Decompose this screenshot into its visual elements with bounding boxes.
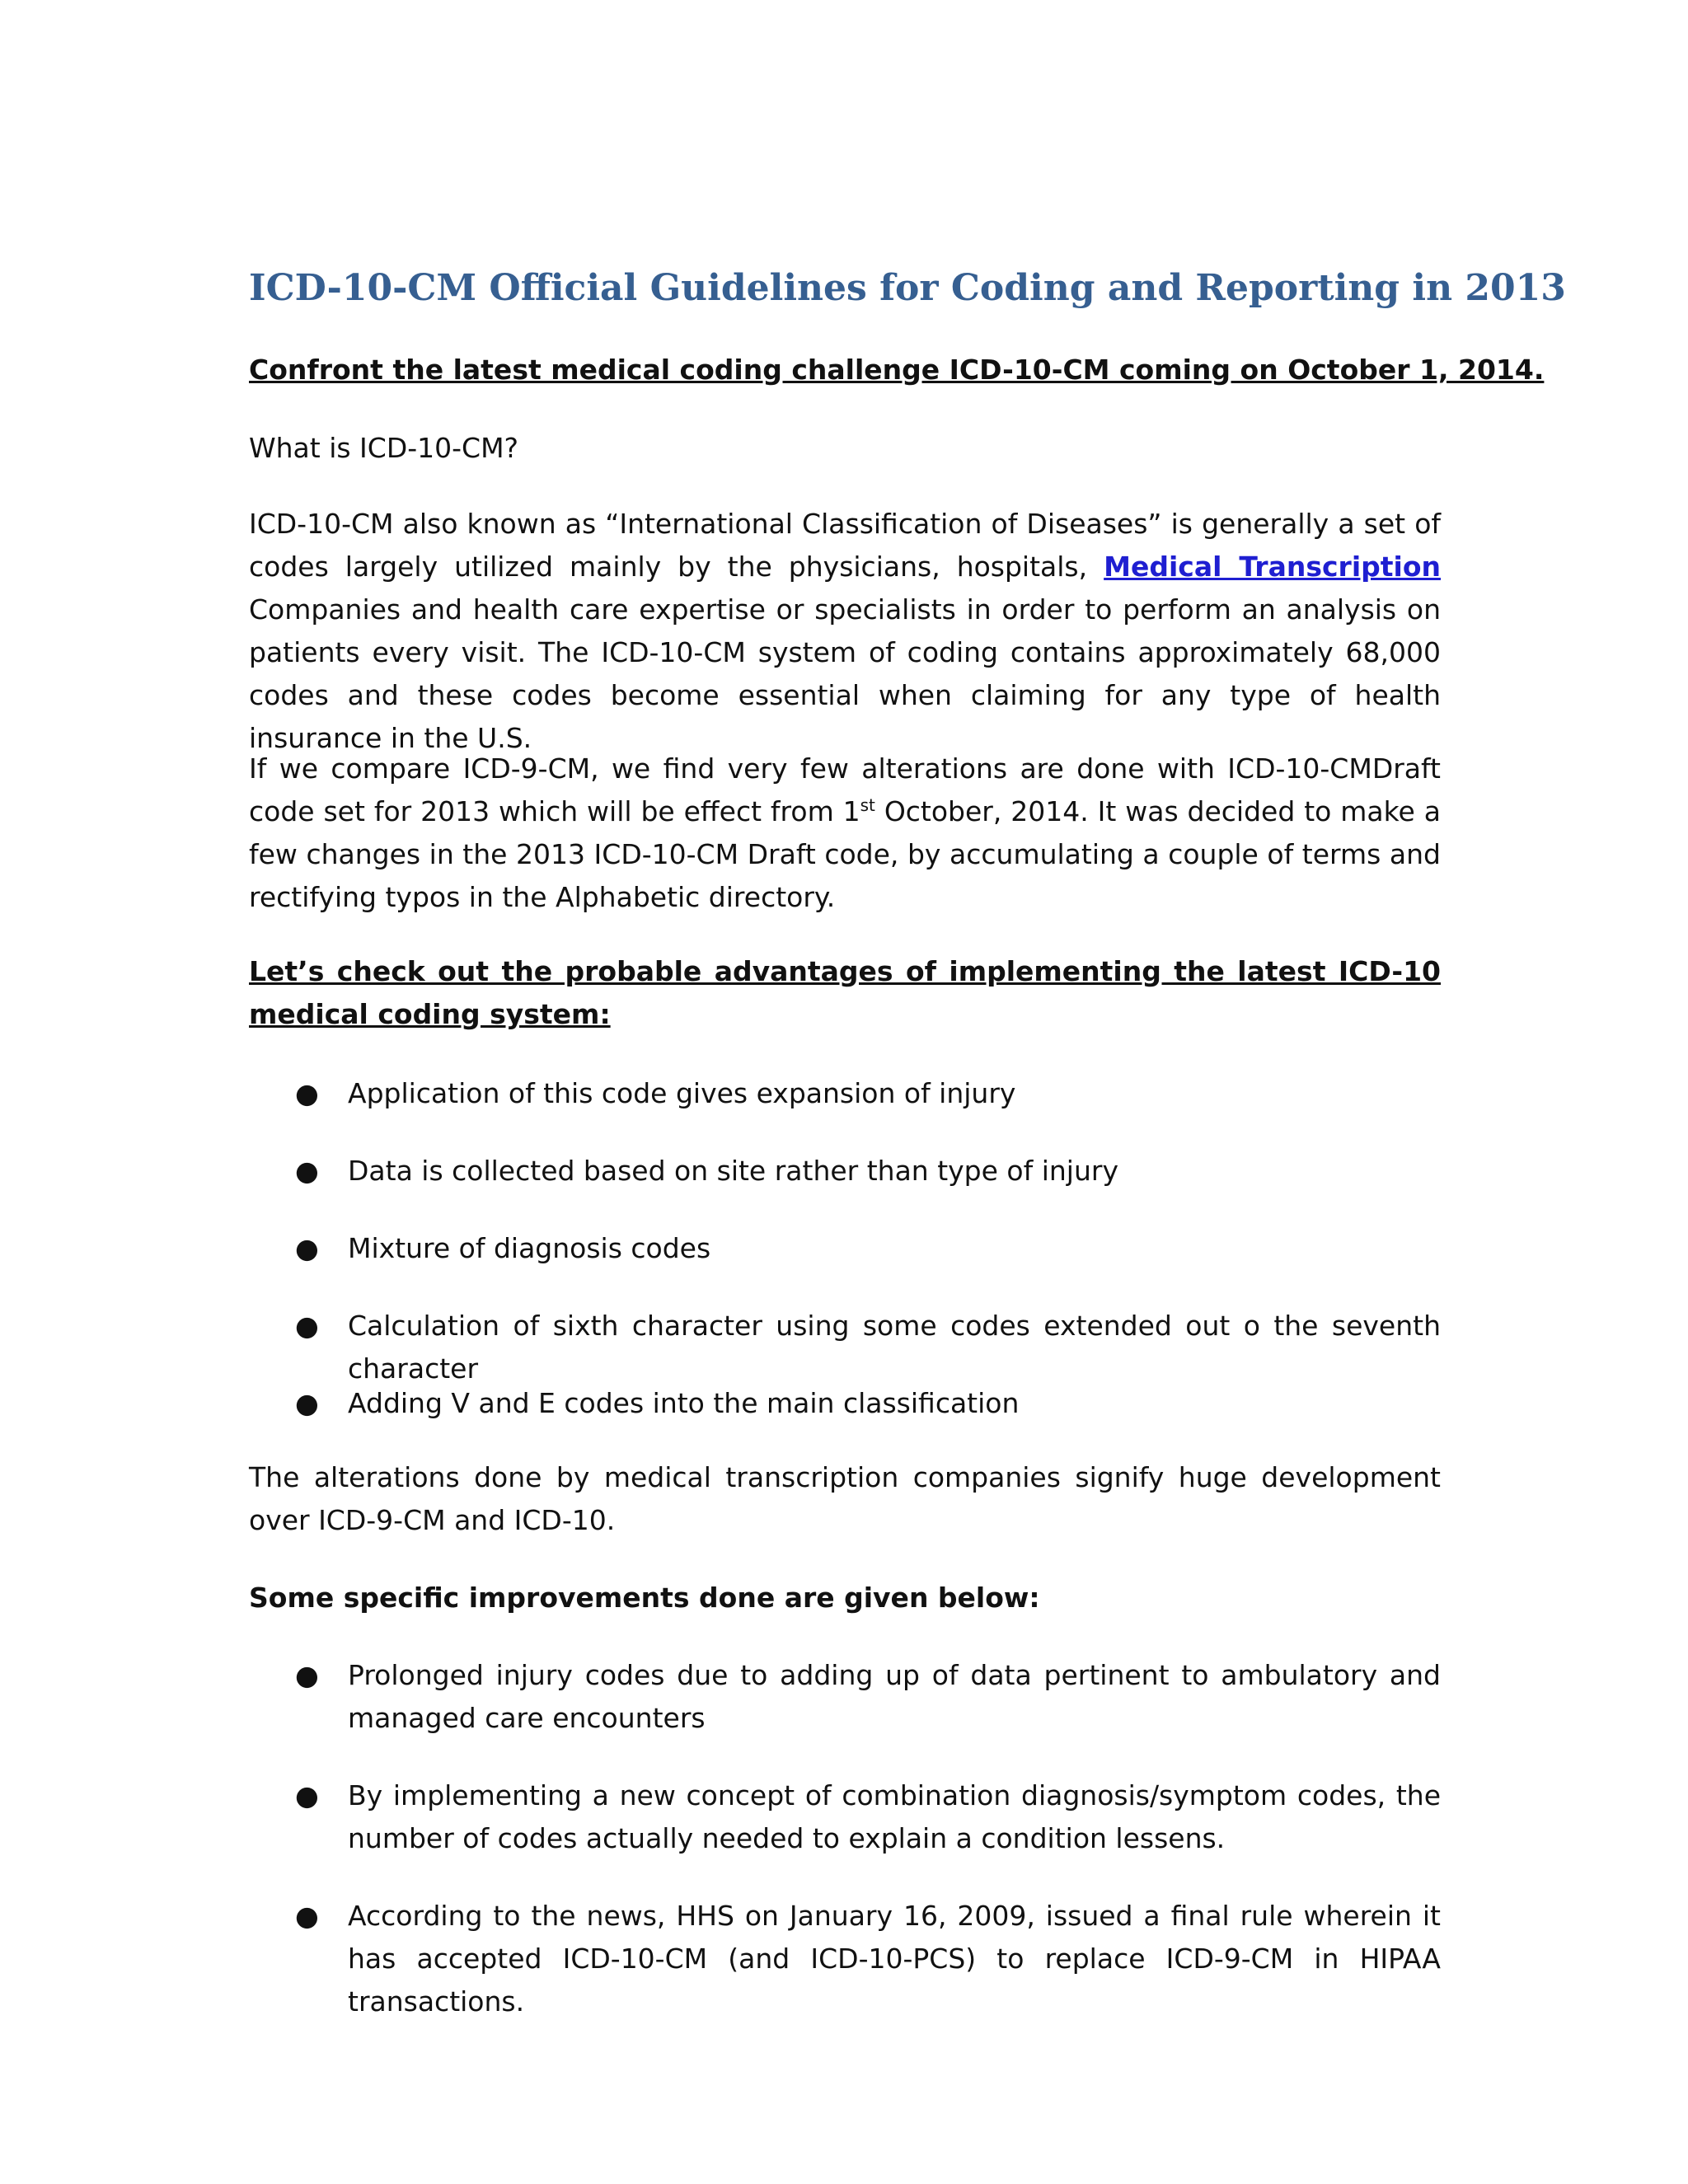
paragraph-intro-text-end: Companies and health care expertise or specialists in order to perform an analysis on patients every visit. The ICD-10-CM system of coding contains approximately 68,000 codes and these codes become essential when claiming for any type of health insurance in the U.S. xyxy=(249,593,1441,754)
bullet-icon: ● xyxy=(295,1659,319,1691)
list-item-text: According to the news, HHS on January 16, 2009, issued a final rule wherein it has accepted ICD-10-CM (and ICD-10-PCS) to replace ICD-9-CM in HIPAA transactions. xyxy=(348,1900,1441,2018)
ordinal-superscript: st xyxy=(860,795,875,815)
list-item-text: Data is collected based on site rather than type of injury xyxy=(348,1155,1118,1187)
paragraph-comparison-text-end: October, 2014. It was decided to make a few changes in the 2013 ICD-10-CM Draft code, by accumulating a couple of terms and rectifying typos in the Alphabetic directory. xyxy=(249,795,1441,913)
bullet-icon: ● xyxy=(295,1779,319,1811)
bullet-icon: ● xyxy=(295,1155,319,1187)
bullet-icon: ● xyxy=(295,1387,319,1419)
page-subtitle: Confront the latest medical coding challenge ICD-10-CM coming on October 1, 2014. xyxy=(249,354,1545,386)
list-item-text: Adding V and E codes into the main classification xyxy=(348,1387,1020,1419)
bullet-icon: ● xyxy=(295,1900,319,1932)
list-item-text: Mixture of diagnosis codes xyxy=(348,1232,711,1264)
question-heading: What is ICD-10-CM? xyxy=(249,432,519,464)
list-item-text: By implementing a new concept of combination diagnosis/symptom codes, the number of codes actually needed to explain a condition lessens. xyxy=(348,1779,1441,1854)
bullet-icon: ● xyxy=(295,1232,319,1264)
advantages-heading: Let’s check out the probable advantages of implementing the latest ICD-10 medical coding system: xyxy=(249,955,1441,1030)
bullet-icon: ● xyxy=(295,1310,319,1342)
list-item-text: Calculation of sixth character using some codes extended out o the seventh character xyxy=(348,1310,1441,1385)
list-item-text: Application of this code gives expansion of injury xyxy=(348,1077,1016,1109)
paragraph-comparison xyxy=(249,748,1441,919)
medical-transcription-link[interactable]: Medical Transcription xyxy=(1104,551,1442,583)
paragraph-intro xyxy=(249,503,1441,760)
page-title: ICD-10-CM Official Guidelines for Coding and Reporting in 2013 xyxy=(249,267,1566,309)
list-item-text: Prolonged injury codes due to adding up of data pertinent to ambulatory and managed care encounters xyxy=(348,1659,1441,1734)
improvements-heading: Some specific improvements done are given below: xyxy=(249,1582,1040,1614)
paragraph-intro-text-start: ICD-10-CM also known as “International Classification of Diseases” is generally a set of codes largely utilized mainly by the physicians, hospitals, xyxy=(249,508,1441,583)
paragraph-comparison-text-start: If we compare ICD-9-CM, we find very few alterations are done with ICD-10-CMDraft code set for 2013 which will be effect from 1 xyxy=(249,752,1441,827)
bullet-icon: ● xyxy=(295,1077,319,1109)
paragraph-alterations: The alterations done by medical transcription companies signify huge development over ICD-9-CM and ICD-10. xyxy=(249,1461,1441,1536)
